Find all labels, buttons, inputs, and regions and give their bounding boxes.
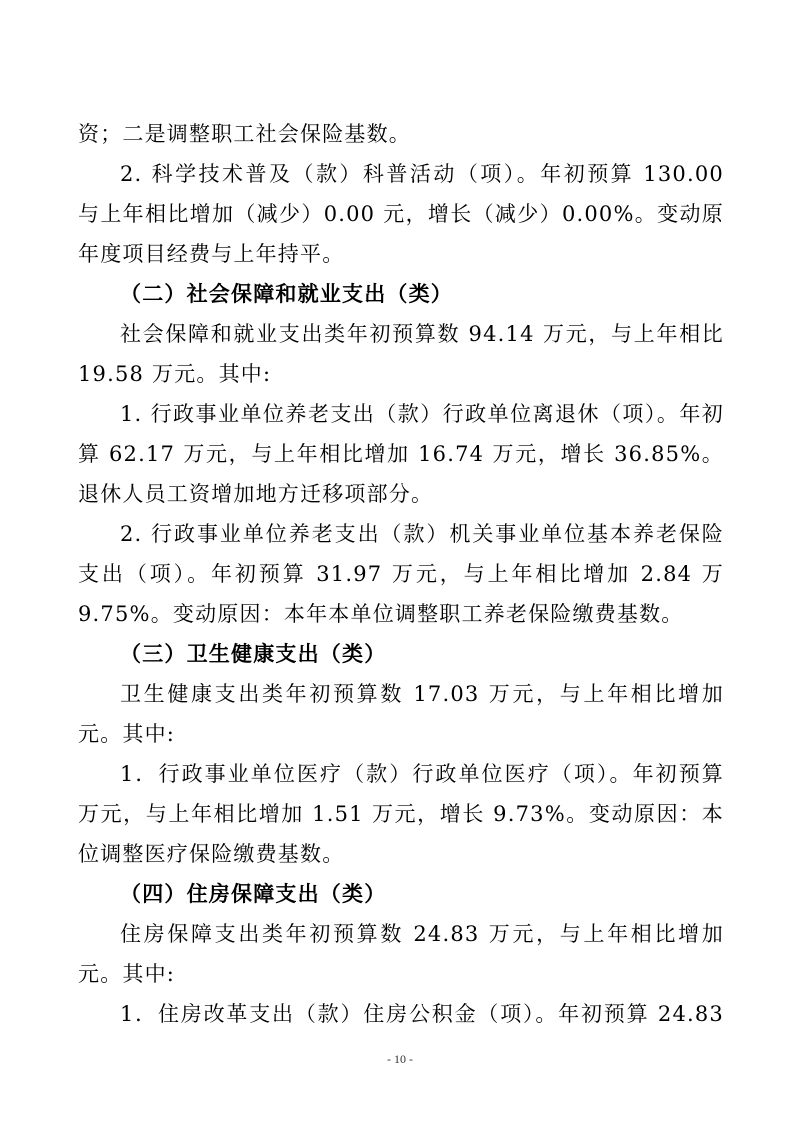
paragraph-line: 年度项目经费与上年持平。 <box>78 242 345 266</box>
paragraph-line: 1．行政事业单位医疗（款）行政单位医疗（项）。年初预算 <box>120 762 724 786</box>
paragraph-line: 元。其中: <box>78 722 176 746</box>
paragraph-line: 万元，与上年相比增加 1.51 万元，增长 9.73%。变动原因：本 <box>78 802 724 826</box>
paragraph-line: 元。其中: <box>78 962 176 986</box>
paragraph-line: 2. 科学技术普及（款）科普活动（项）。年初预算 130.00 <box>120 162 724 186</box>
paragraph-line: 算 62.17 万元，与上年相比增加 16.74 万元，增长 36.85%。 <box>78 442 724 466</box>
paragraph-line: 1. 行政事业单位养老支出（款）行政单位离退休（项）。年初 <box>120 402 724 426</box>
paragraph-line: 与上年相比增加（减少）0.00 元，增长（减少）0.00%。变动原 <box>78 202 724 226</box>
section-heading: （三）卫生健康支出（类） <box>120 641 387 666</box>
section-heading: （二）社会保障和就业支出（类） <box>120 281 453 306</box>
paragraph-line: 位调整医疗保险缴费基数。 <box>78 842 345 866</box>
paragraph-line: 9.75%。变动原因：本年本单位调整职工养老保险缴费基数。 <box>78 602 684 626</box>
paragraph-line: 支出（项）。年初预算 31.97 万元，与上年相比增加 2.84 万 <box>78 562 724 586</box>
page-number: - 10 - <box>387 1052 413 1066</box>
paragraph-line: 1．住房改革支出（款）住房公积金（项）。年初预算 24.83 <box>120 1002 724 1026</box>
document-body <box>78 114 724 1034</box>
paragraph-line: 卫生健康支出类年初预算数 17.03 万元，与上年相比增加 <box>120 682 724 706</box>
paragraph-line: 2. 行政事业单位养老支出（款）机关事业单位基本养老保险 <box>120 522 724 546</box>
paragraph-line: 社会保障和就业支出类年初预算数 94.14 万元，与上年相比 <box>120 322 724 346</box>
paragraph-line: 资；二是调整职工社会保险基数。 <box>78 122 411 146</box>
section-heading: （四）住房保障支出（类） <box>120 881 387 906</box>
paragraph-line: 住房保障支出类年初预算数 24.83 万元，与上年相比增加 <box>120 922 724 946</box>
paragraph-line: 19.58 万元。其中: <box>78 362 272 386</box>
paragraph-line: 退休人员工资增加地方迁移项部分。 <box>78 482 434 506</box>
